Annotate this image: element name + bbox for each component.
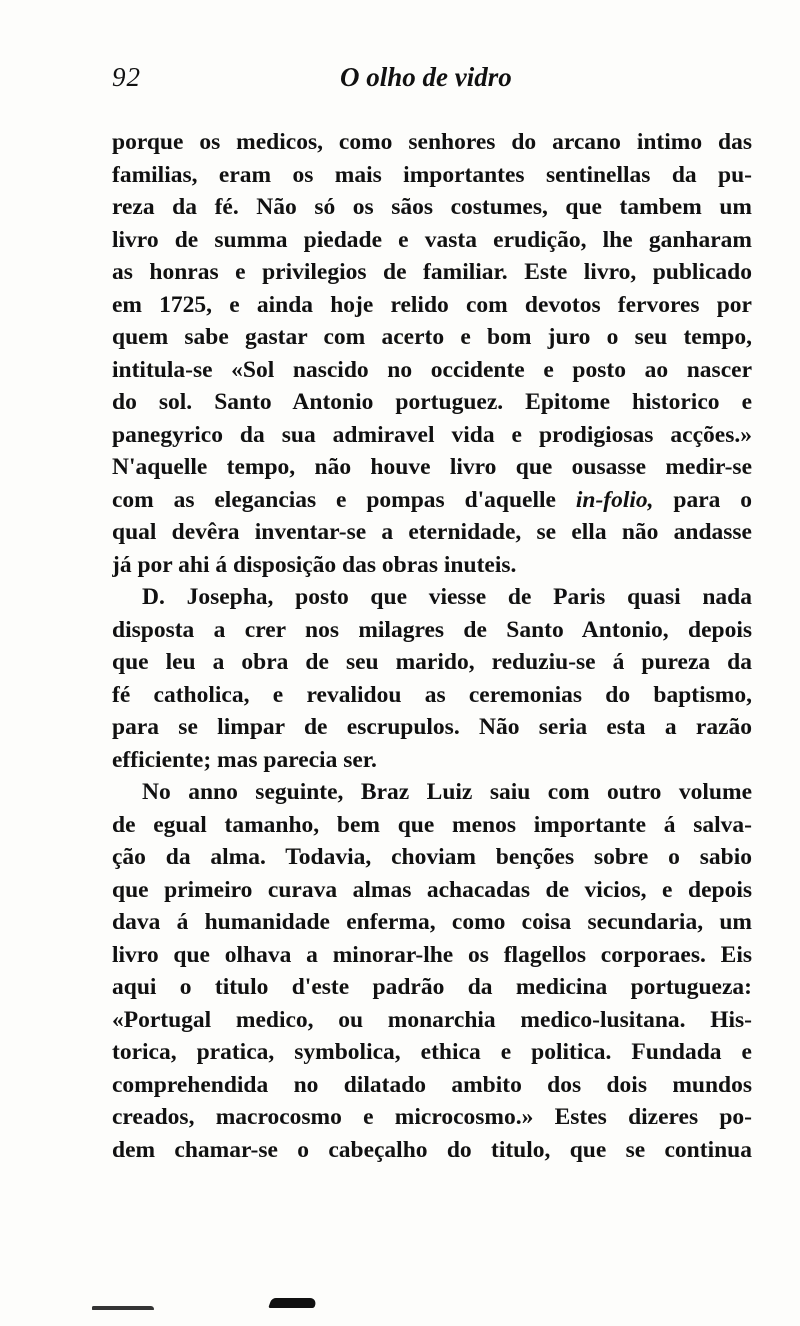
page-header	[112, 62, 752, 98]
text-line: fé catholica, e revalidou as ceremonias do baptismo,	[112, 681, 752, 708]
text-line: já por ahi á disposição das obras inuteis.	[112, 551, 517, 578]
text-line: para se limpar de escrupulos. Não seria esta a razão	[112, 714, 752, 740]
text-line: livro de summa piedade e vasta erudição, lhe ganharam	[112, 226, 752, 253]
text-line: de egual tamanho, bem que menos importante á salva-	[112, 811, 752, 838]
body-text	[112, 126, 752, 1166]
text-line: qual devêra inventar-se a eternidade, se ella não andasse	[112, 519, 752, 545]
text-line: disposta a crer nos milagres de Santo Antonio, depois	[112, 616, 752, 643]
text-line: quem sabe gastar com acerto e bom juro o seu tempo,	[112, 324, 752, 350]
page-number: 92	[112, 62, 141, 92]
text-line: N'aquelle tempo, não houve livro que ousasse medir-se	[112, 454, 752, 480]
text-line: dava á humanidade enferma, como coisa secundaria, um	[112, 909, 752, 935]
text-line: ção da alma. Todavia, choviam benções sobre o sabio	[112, 844, 752, 870]
text-line: que leu a obra de seu marido, reduziu-se á pureza da	[112, 649, 752, 675]
text-line: comprehendida no dilatado ambito dos dois mundos	[112, 1071, 752, 1098]
text-line: creados, macrocosmo e microcosmo.» Estes dizeres po-	[112, 1104, 752, 1130]
text-line: panegyrico da sua admiravel vida e prodigiosas acções.»	[112, 421, 752, 448]
text-line-with-italic	[112, 484, 752, 517]
text-line: porque os medicos, como senhores do arcano intimo das	[112, 129, 752, 155]
text-line: «Portugal medico, ou monarchia medico-lusitana. His-	[112, 1006, 752, 1033]
text-line: D. Josepha, posto que viesse de Paris quasi nada	[142, 584, 752, 610]
text-line: torica, pratica, symbolica, ethica e politica. Fundada e	[112, 1039, 752, 1065]
ink-smudge	[92, 1306, 154, 1310]
text-line: aqui o titulo d'este padrão da medicina portugueza:	[112, 974, 752, 1000]
text-line: dem chamar-se o cabeçalho do titulo, que se continua	[112, 1136, 752, 1163]
running-title: O olho de vidro	[340, 62, 512, 92]
text-line: No anno seguinte, Braz Luiz saiu com outro volume	[142, 779, 752, 805]
text-line: que primeiro curava almas achacadas de vicios, e depois	[112, 876, 752, 903]
text-line: efficiente; mas parecia ser.	[112, 746, 377, 773]
text-line: intitula-se «Sol nascido no occidente e posto ao nascer	[112, 356, 752, 383]
ink-smudge	[268, 1298, 318, 1308]
text-line: as honras e privilegios de familiar. Este livro, publicado	[112, 259, 752, 285]
text-line: do sol. Santo Antonio portuguez. Epitome historico e	[112, 389, 752, 415]
text-line: livro que olhava a minorar-lhe os flagellos corporaes. Eis	[112, 941, 752, 968]
text-line: familias, eram os mais importantes sentinellas da pu-	[112, 161, 752, 188]
text-fragment: para o	[653, 486, 752, 513]
text-fragment: com as elegancias e pompas d'aquelle	[112, 486, 576, 513]
text-line: reza da fé. Não só os sãos costumes, que tambem um	[112, 194, 752, 220]
italic-term: in-folio,	[575, 486, 654, 513]
text-line: em 1725, e ainda hoje relido com devotos fervores por	[112, 291, 752, 318]
